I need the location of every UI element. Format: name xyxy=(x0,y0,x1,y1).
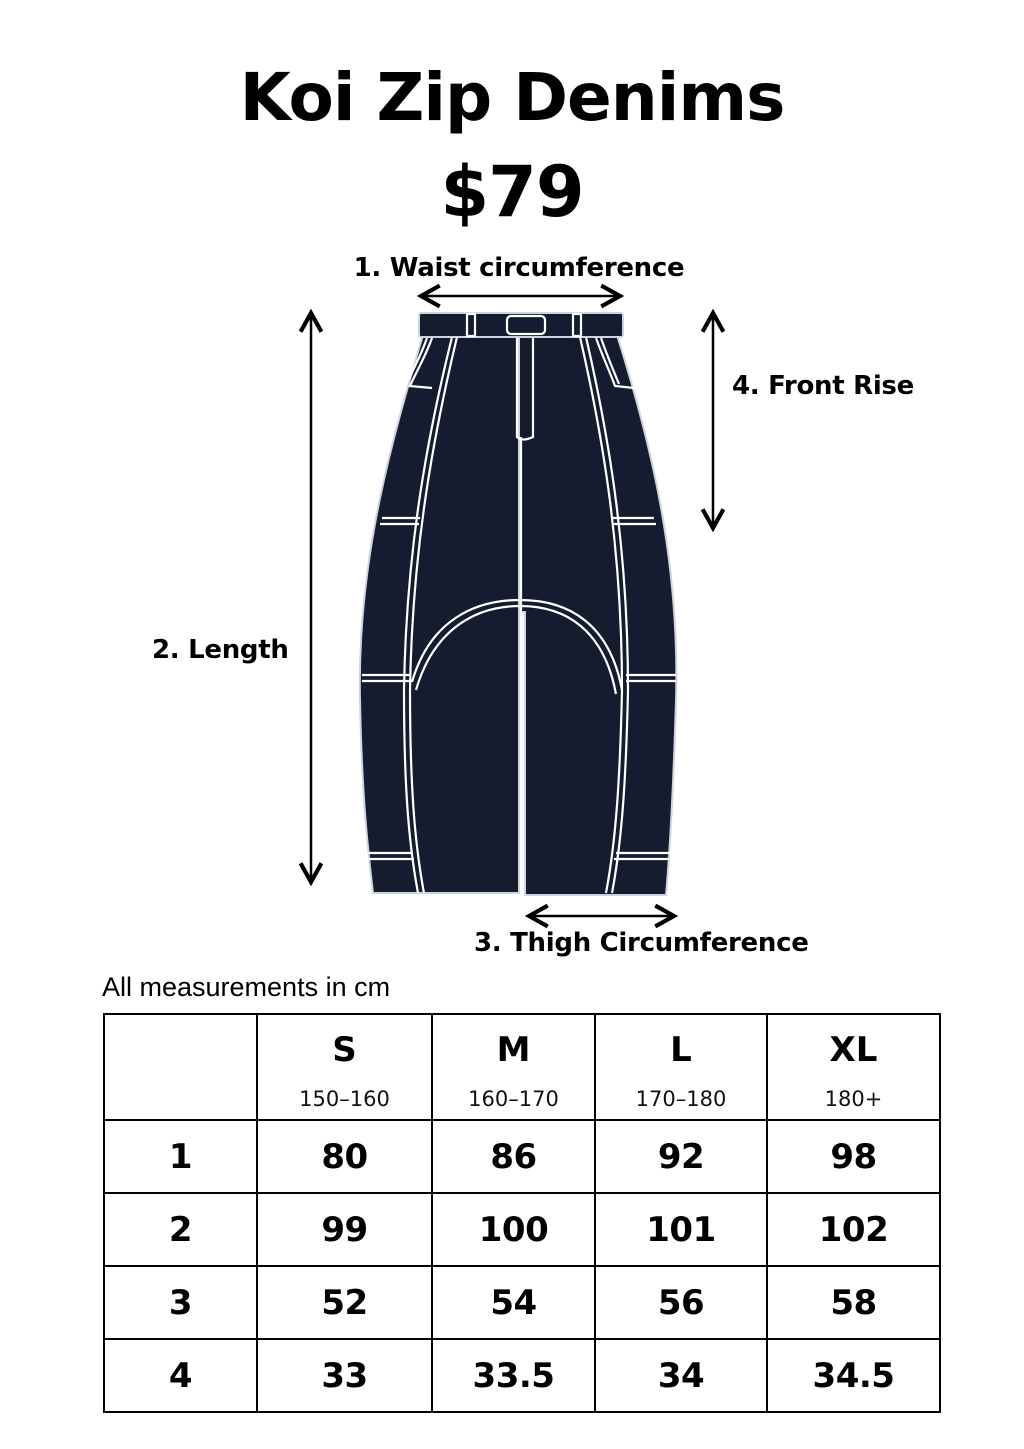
size-header-cell xyxy=(257,1014,432,1120)
table-header-row xyxy=(104,1014,940,1120)
row-label: 2 xyxy=(104,1193,257,1266)
front-rise-label: 4. Front Rise xyxy=(732,371,914,401)
table-cell: 101 xyxy=(595,1193,767,1266)
table-cell: 92 xyxy=(595,1120,767,1193)
table-cell: 52 xyxy=(257,1266,432,1339)
table-cell: 102 xyxy=(767,1193,940,1266)
table-row xyxy=(104,1193,940,1266)
size-name: XL xyxy=(829,1030,878,1070)
size-header-cell xyxy=(767,1014,940,1120)
product-price: $79 xyxy=(440,151,584,233)
thigh-label: 3. Thigh Circumference xyxy=(474,928,809,958)
table-cell: 33.5 xyxy=(432,1339,595,1412)
table-row xyxy=(104,1120,940,1193)
size-height-range: 170–180 xyxy=(635,1087,727,1111)
table-cell: 58 xyxy=(767,1266,940,1339)
units-note: All measurements in cm xyxy=(102,972,391,1002)
table-cell: 80 xyxy=(257,1120,432,1193)
size-height-range: 160–170 xyxy=(468,1087,559,1111)
table-row xyxy=(104,1339,940,1412)
size-header-cell xyxy=(432,1014,595,1120)
table-cell: 98 xyxy=(767,1120,940,1193)
size-height-range: 180+ xyxy=(824,1087,883,1111)
size-header-cell xyxy=(595,1014,767,1120)
table-cell: 34 xyxy=(595,1339,767,1412)
size-name: L xyxy=(670,1030,692,1070)
table-cell: 34.5 xyxy=(767,1339,940,1412)
length-label: 2. Length xyxy=(152,635,289,665)
row-label: 4 xyxy=(104,1339,257,1412)
table-cell: 56 xyxy=(595,1266,767,1339)
size-chart-table xyxy=(103,1013,941,1413)
table-cell: 100 xyxy=(432,1193,595,1266)
size-name: M xyxy=(496,1030,531,1070)
product-title: Koi Zip Denims xyxy=(239,59,785,136)
table-cell: 86 xyxy=(432,1120,595,1193)
row-label: 1 xyxy=(104,1120,257,1193)
table-cell: 33 xyxy=(257,1339,432,1412)
table-cell: 99 xyxy=(257,1193,432,1266)
waist-label: 1. Waist circumference xyxy=(353,253,685,283)
size-height-range: 150–160 xyxy=(299,1087,390,1111)
row-label: 3 xyxy=(104,1266,257,1339)
corner-cell xyxy=(104,1014,257,1120)
size-name: S xyxy=(332,1030,357,1070)
table-cell: 54 xyxy=(432,1266,595,1339)
table-row xyxy=(104,1266,940,1339)
